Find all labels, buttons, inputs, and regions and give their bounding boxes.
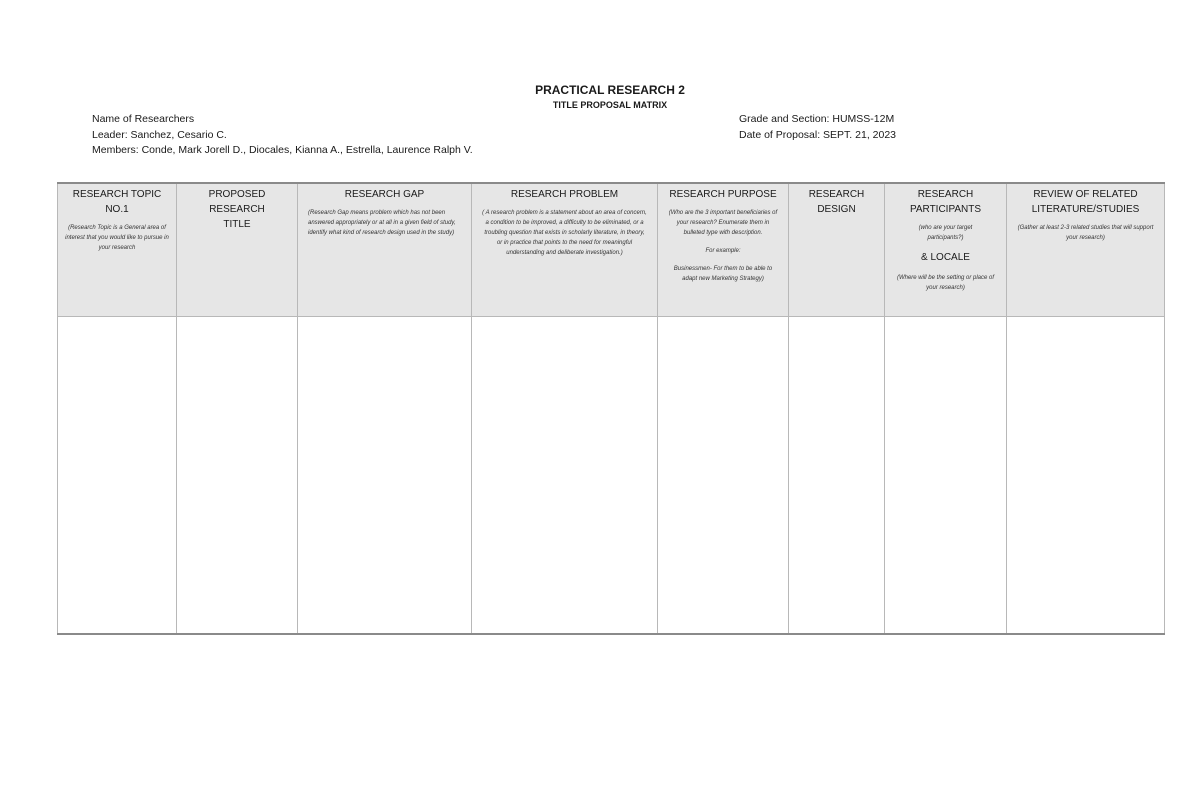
header-note: (Research Topic is a General area of interest that you would like to pursue in your research <box>65 225 169 251</box>
header-note: (Research Gap means problem which has not been answered appropriately or at all in a given field of study, identify what kind of research design used in the study) <box>308 210 456 236</box>
header-label-line2: LITERATURE/STUDIES <box>1031 204 1140 215</box>
header-research-problem <box>472 183 658 316</box>
document-subtitle: TITLE PROPOSAL MATRIX <box>552 100 668 110</box>
matrix-entry-row <box>58 316 1165 634</box>
grade-section-line: Grade and Section: HUMSS-12M <box>739 113 895 125</box>
leader-line: Leader: Sanchez, Cesario C. <box>92 128 227 141</box>
cell-research-problem[interactable] <box>472 316 658 634</box>
header-label <box>885 184 1006 217</box>
header-research-design <box>789 183 885 316</box>
header-locale-label: & LOCALE <box>921 252 970 263</box>
cell-research-topic[interactable] <box>58 316 177 634</box>
section-info <box>739 112 896 143</box>
cell-research-design[interactable] <box>789 316 885 634</box>
header-review-of-related-literature <box>1007 183 1165 316</box>
cell-research-purpose[interactable] <box>658 316 789 634</box>
header-label-line1: PROPOSED RESEARCH <box>208 189 266 215</box>
document-title: PRACTICAL RESEARCH 2 <box>535 83 685 97</box>
header-note: (Who are the 3 important beneficiaries of your research? Enumerate them in bulleted type with description. <box>668 210 778 236</box>
header-label <box>789 184 884 217</box>
header-label-line1: RESEARCH <box>808 189 865 200</box>
date-of-proposal-line: Date of Proposal: SEPT. 21, 2023 <box>739 128 897 141</box>
header-label <box>58 184 176 217</box>
cell-research-participants[interactable] <box>885 316 1007 634</box>
cell-proposed-research-title[interactable] <box>177 316 298 634</box>
header-note: (Gather at least 2-3 related studies that will support your research) <box>1017 225 1154 241</box>
header-label-line2: PARTICIPANTS <box>909 204 982 215</box>
header-note: ( A research problem is a statement about an area of concern, a condition to be improved, a difficulty to be eliminated, or a troubling question that exists in scholarly literature, in theory, or in practice that points to the need for meaningful understanding and deliberate investigation.) <box>482 210 647 256</box>
header-label-line2: NO.1 <box>105 204 129 215</box>
header-note-example-detail: Businessmen- For them to be able to adapt new Marketing Strategy) <box>673 266 773 282</box>
name-of-researchers-label: Name of Researchers <box>92 113 195 125</box>
header-proposed-research-title <box>177 183 298 316</box>
header-label-line1: RESEARCH TOPIC <box>72 189 162 200</box>
cell-research-gap[interactable] <box>298 316 472 634</box>
header-label: RESEARCH GAP <box>344 189 425 200</box>
header-research-topic <box>58 183 177 316</box>
header-note-locale: (Where will be the setting or place of your research) <box>896 275 995 291</box>
header-label-line2: TITLE <box>223 219 251 230</box>
header-label-line1: REVIEW OF RELATED <box>1033 189 1138 200</box>
members-line: Members: Conde, Mark Jorell D., Diocales, Kianna A., Estrella, Laurence Ralph V. <box>92 144 473 156</box>
header-label: RESEARCH PURPOSE <box>669 189 777 200</box>
header-label <box>177 184 297 232</box>
researchers-info <box>92 112 473 159</box>
header-research-purpose <box>658 183 789 316</box>
header-note-example: For example: <box>705 248 741 254</box>
cell-review-of-related-literature[interactable] <box>1007 316 1165 634</box>
header-label: RESEARCH PROBLEM <box>510 189 619 200</box>
title-proposal-matrix-table <box>57 182 1165 635</box>
header-research-gap <box>298 183 472 316</box>
header-label <box>1007 184 1164 217</box>
header-label-line2: DESIGN <box>817 204 856 215</box>
header-label-line1: RESEARCH <box>917 189 974 200</box>
header-research-participants <box>885 183 1007 316</box>
header-note: (who are your target participants?) <box>918 225 973 241</box>
matrix-header-row <box>58 183 1165 316</box>
